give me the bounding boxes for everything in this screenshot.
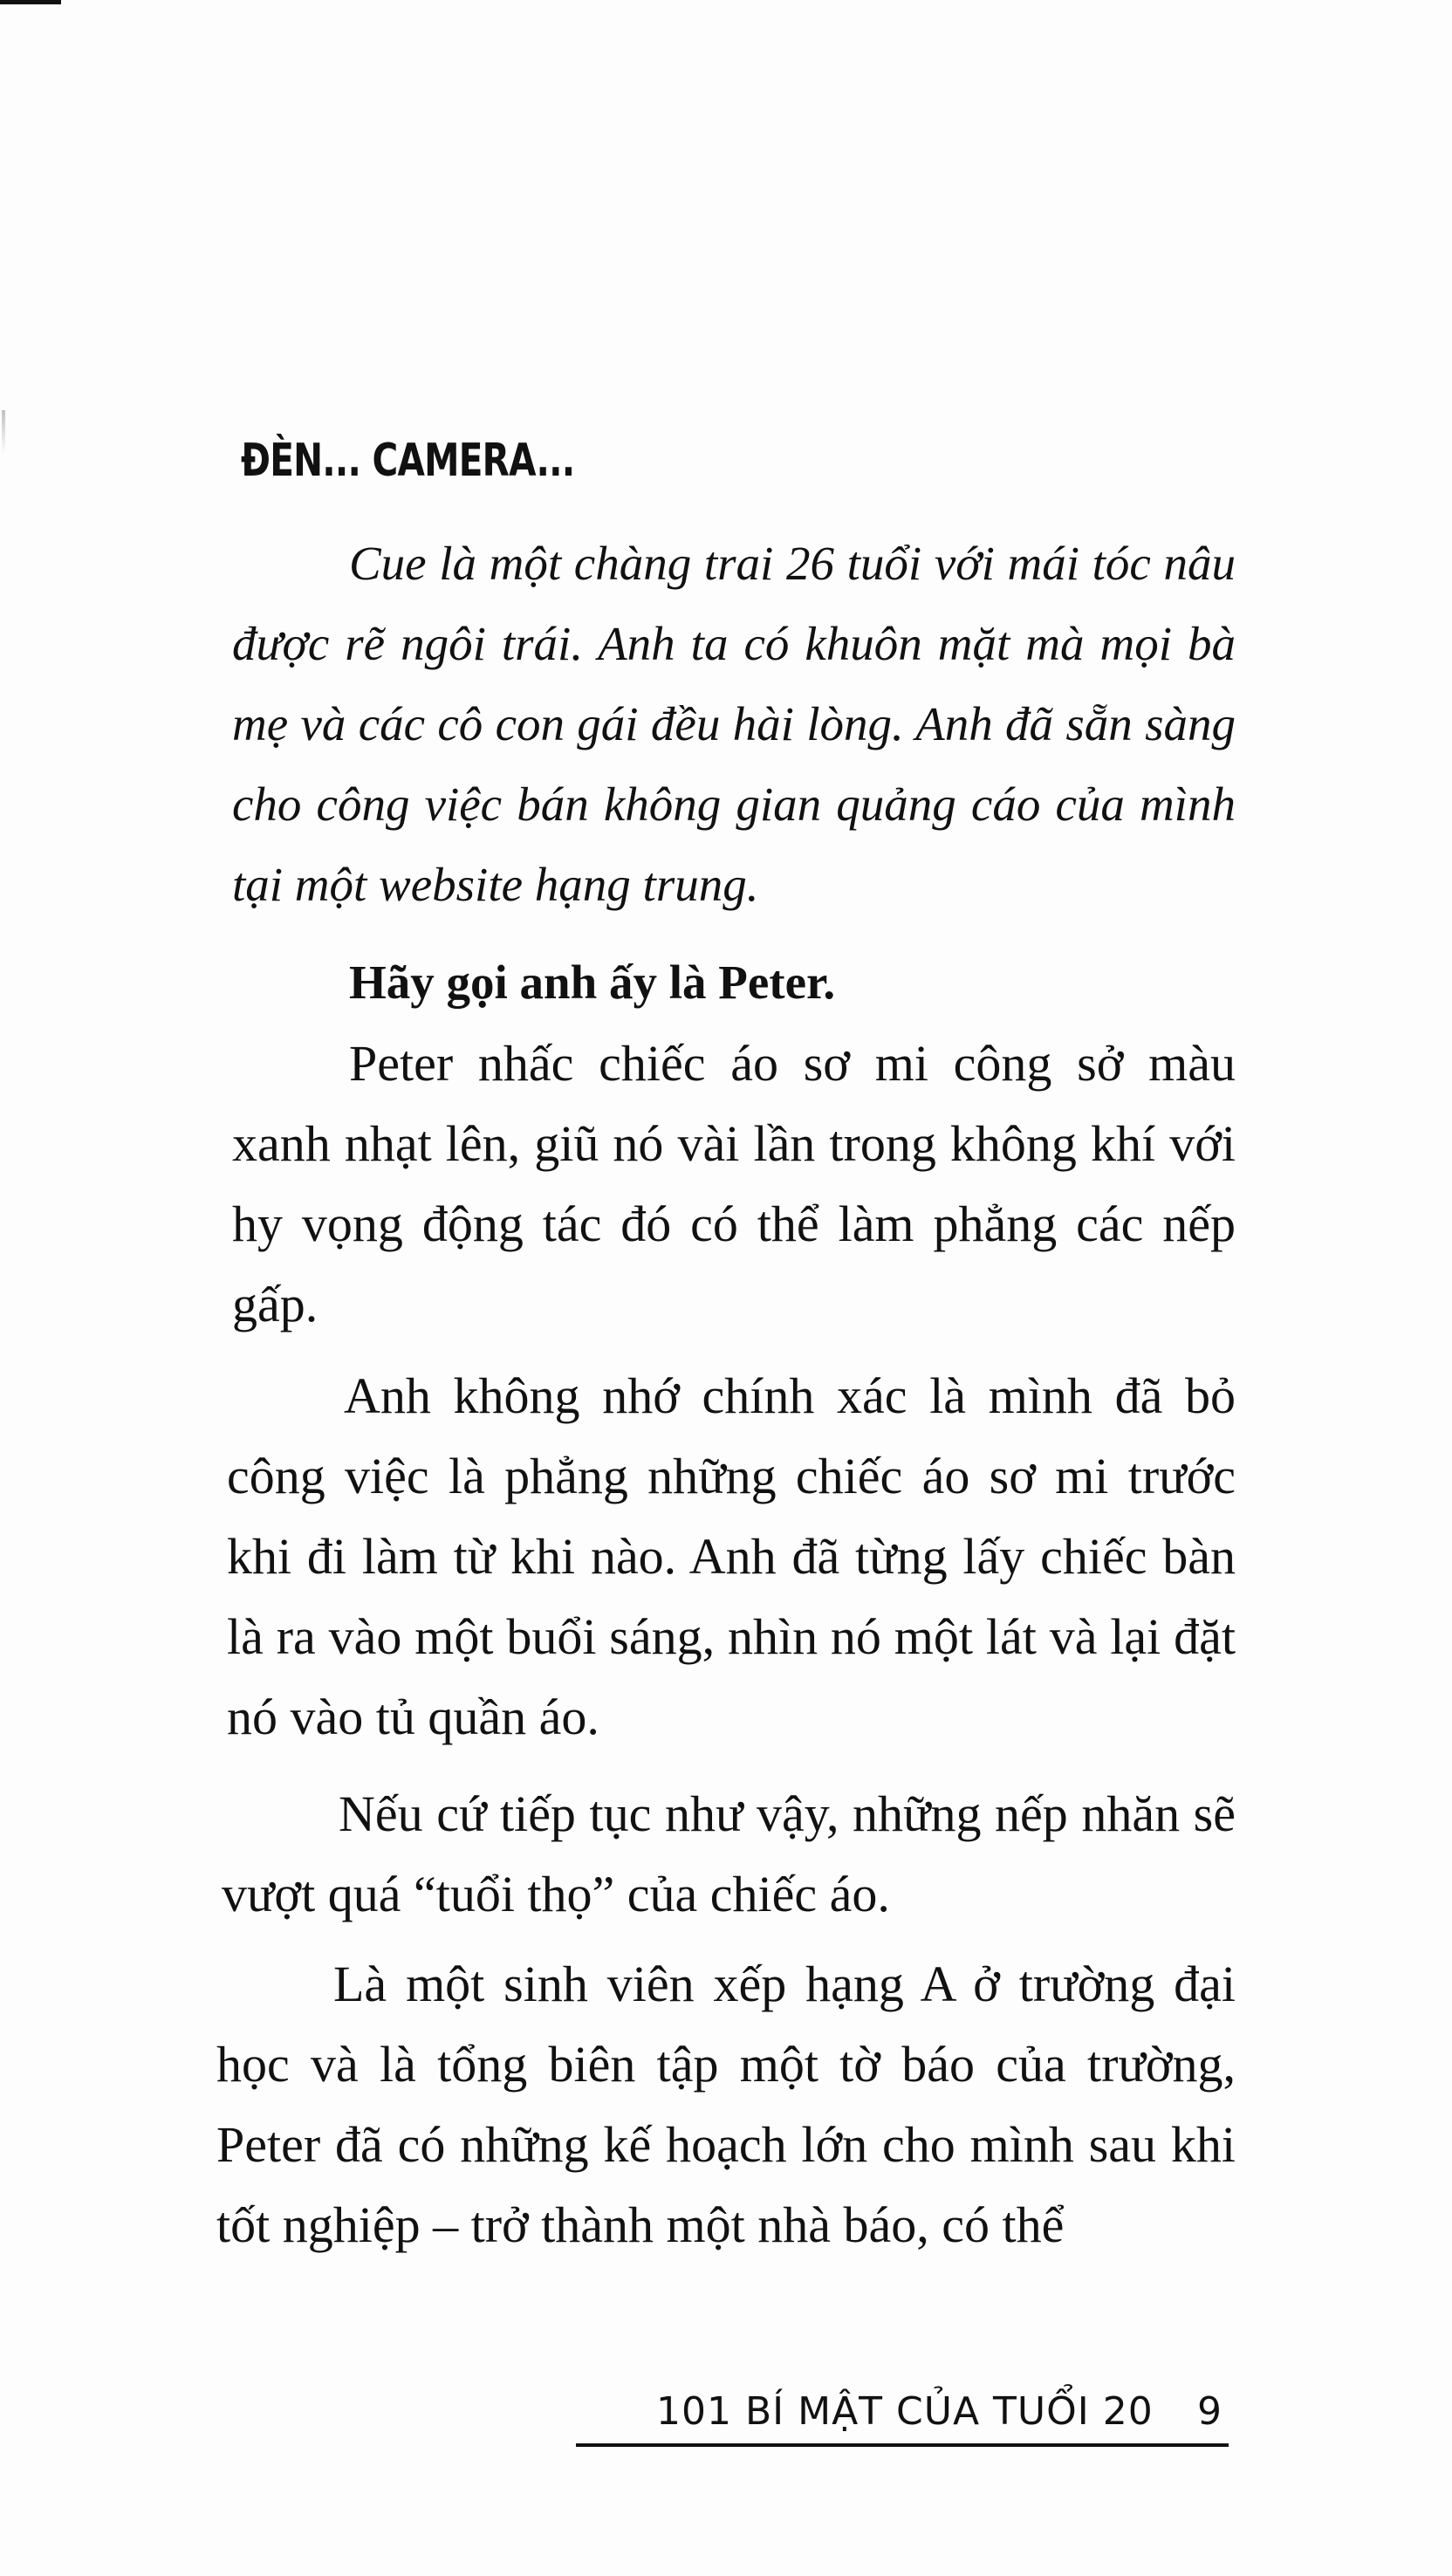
- chapter-heading: ĐÈN... CAMERA...: [241, 435, 575, 487]
- intro-paragraph: Cue là một chàng trai 26 tuổi với mái tóc nâu được rẽ ngôi trái. Anh ta có khuôn mặt mà mọi bà mẹ và các cô con gái đều hài lòng. Anh đã sẵn sàng cho công việc bán không gian quảng cáo của mình tại một website hạng trung.: [232, 537, 1236, 911]
- scan-edge-speck: [2, 410, 5, 454]
- body-paragraph-3: Nếu cứ tiếp tục như vậy, những nếp nhăn sẽ vượt quá “tuổi thọ” của chiếc áo.: [222, 1785, 1236, 1922]
- bold-line: Hãy gọi anh ấy là Peter.: [349, 956, 836, 1009]
- scan-edge-mark: [0, 0, 61, 4]
- body-paragraph-2: Anh không nhớ chính xác là mình đã bỏ công việc là phẳng những chiếc áo sơ mi trước khi đi làm từ khi nào. Anh đã từng lấy chiếc bàn là ra vào một buổi sáng, nhìn nó một lát và lại đặt nó vào tủ quần áo.: [227, 1367, 1236, 1745]
- page-number: 9: [1197, 2389, 1222, 2434]
- body-paragraph-4: Là một sinh viên xếp hạng A ở trường đại học và là tổng biên tập một tờ báo của trường, Peter đã có những kế hoạch lớn cho mình sau khi tốt nghiệp – trở thành một nhà báo, có thể: [216, 1956, 1236, 2253]
- body-paragraph-1: Peter nhấc chiếc áo sơ mi công sở màu xanh nhạt lên, giũ nó vài lần trong không khí với hy vọng động tác đó có thể làm phẳng các nếp gấp.: [232, 1035, 1236, 1333]
- footer-book-title: 101 BÍ MẬT CỦA TUỔI 20: [656, 2389, 1154, 2434]
- page-footer: [576, 2382, 1229, 2447]
